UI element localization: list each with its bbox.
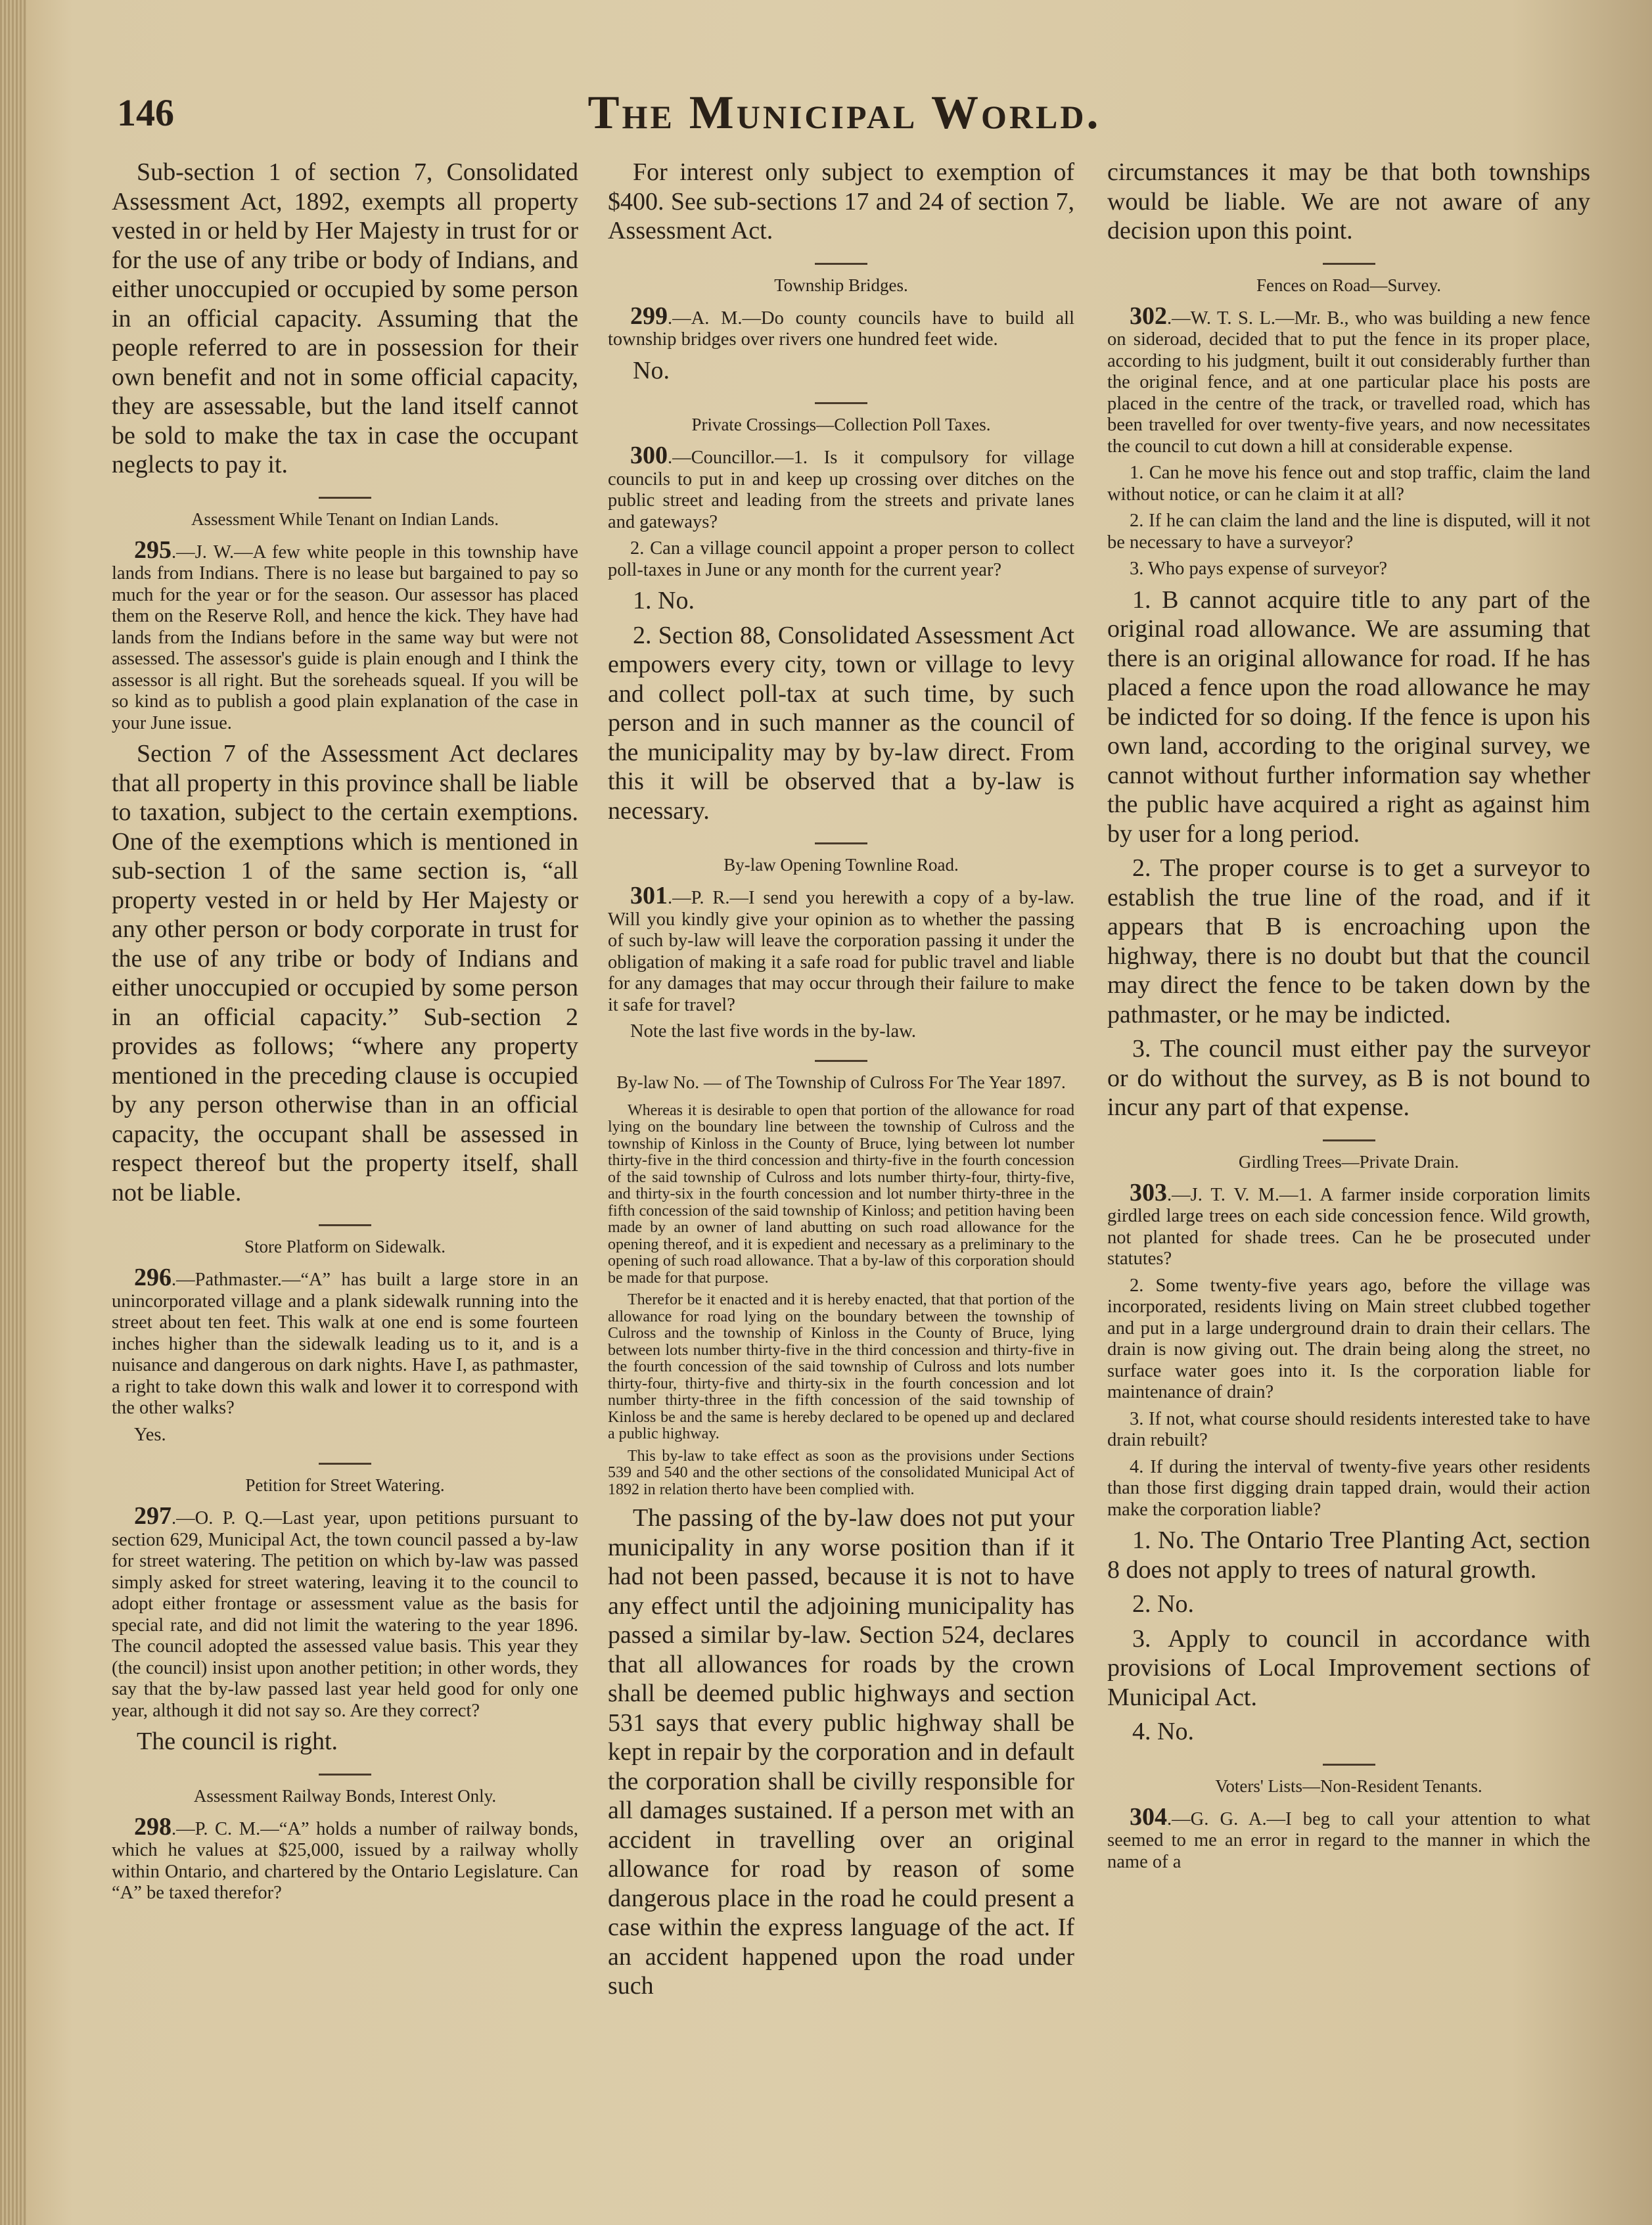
answer-paragraph: 3. The council must either pay the surveyor or do without the survey, as B is not bound to incur any part of that expense. bbox=[1107, 1035, 1590, 1121]
question-text: .—Pathmaster.—“A” has built a large store in an unincorporated village and a plank sidewalk running into the street about ten feet. This walk at one end is some fourteen inches higher than the sidewalk leading us to it, and is a nuisance and dangerous on dark nights. Have I, as pathmaster, a right to take down this walk and lower it to correspond with the other walks? bbox=[112, 1270, 578, 1418]
question-paragraph bbox=[608, 882, 1074, 1016]
question-paragraph: 2. Can a village council appoint a proper person to collect poll-taxes in June or any month for the current year? bbox=[608, 538, 1074, 580]
question-paragraph: 3. Who pays expense of surveyor? bbox=[1130, 559, 1388, 579]
question-paragraph: 4. If during the interval of twenty-five years other residents than those first digging drain tapped drain, would their action make the corporation liable? bbox=[1107, 1456, 1590, 1520]
question-paragraph bbox=[112, 536, 578, 735]
section-divider bbox=[1323, 1764, 1375, 1766]
question-text: .—W. T. S. L.—Mr. B., who was building a new fence on sideroad, decided that to put the fence in its proper place, according to his judgment, built it out considerably further than the original fence, and at one particular place his posts are placed in the centre of the track, or travelled road, which has been travelled for over twenty-five years, and now necessitates the council to cut down a hill at considerable expense. bbox=[1107, 308, 1590, 457]
section-heading: Voters' Lists—Non-Resident Tenants. bbox=[1215, 1776, 1482, 1796]
section-heading: Petition for Street Watering. bbox=[245, 1475, 445, 1495]
question-paragraph: Note the last five words in the by-law. bbox=[630, 1021, 917, 1042]
question-text: .—A. M.—Do county councils have to build all township bridges over rivers one hundred feet wide. bbox=[608, 308, 1074, 350]
section-divider bbox=[319, 497, 371, 499]
section-divider bbox=[1323, 263, 1375, 265]
question-paragraph bbox=[1107, 302, 1590, 458]
question-paragraph bbox=[608, 302, 1074, 351]
bylaw-text-paragraph: Therefor be it enacted and it is hereby enacted, that that portion of the allowance for road lying on the boundary between the township of Culross and the township of Kinloss in the County of Bruce, lying between lots number thirty-five in the third concession and thirty-five in the fourth concession of the said township of Culross and lots number thirty-four, thirty-five and thirty-six in the fourth concession and lot number thirty-three in the fifth concession of the said township of Kinloss be and the same is hereby declared to be opened up and declared a public highway. bbox=[608, 1291, 1074, 1442]
section-divider bbox=[1323, 1139, 1375, 1141]
question-text: .—Councillor.—1. Is it compulsory for village councils to put in and keep up crossing over ditches on the public street and leading from the streets and private lanes and gateways? bbox=[608, 447, 1074, 532]
question-paragraph bbox=[112, 1264, 578, 1419]
question-number: 303 bbox=[1130, 1178, 1167, 1206]
question-number: 296 bbox=[134, 1264, 172, 1291]
section-divider bbox=[319, 1774, 371, 1776]
section-heading: Assessment While Tenant on Indian Lands. bbox=[191, 509, 499, 529]
answer-paragraph: Section 7 of the Assessment Act declares that all property in this province shall be liable to taxation, subject to the certain exemptions. One of the exemptions which is mentioned in sub-section 1 of the same section is, “all property vested in or held by Her Majesty or any other person or body corporate in trust for the use of any tribe or body of Indians and either unoccupied or occupied by some person in an official capacity.” Sub-section 2 provides as follows; “where any property mentioned in the preceding clause is occupied by any person otherwise than in an official capacity, the occupant shall be assessed in respect thereof but the property itself, shall not be liable. bbox=[112, 740, 578, 1206]
bylaw-text-paragraph: Whereas it is desirable to open that portion of the allowance for road lying on the boundary line between the township of Culross and the township of Kinloss in the County of Bruce, lying between lot number thirty-five in the third concession and thirty-five in the fourth concession of the said township of Culross and lots number thirty-four, thirty-five, and thirty-six in the fourth concession and lot number thirty-three in the fifth concession of the said township of Kinloss; and petition having been made by an owner of land abutting on such road allowance for the opening thereof, and it is expedient and necessary as a preliminary to the opening of such road allowance. That a by-law of this corporation should be made for that purpose. bbox=[608, 1101, 1074, 1287]
question-number: 302 bbox=[1130, 302, 1167, 330]
section-heading: Girdling Trees—Private Drain. bbox=[1238, 1151, 1459, 1172]
question-text: .—P. C. M.—“A” holds a number of railway bonds, which he values at $25,000, issued by a railway wholly within Ontario, and chartered by the Ontario Legislature. Can “A” be taxed therefor? bbox=[112, 1818, 578, 1903]
question-paragraph: 1. Can he move his fence out and stop traffic, claim the land without notice, or can he claim it at all? bbox=[1107, 463, 1590, 505]
section-divider bbox=[815, 263, 867, 265]
question-text: .—O. P. Q.—Last year, upon petitions pursuant to section 629, Municipal Act, the town council passed a by-law for street watering. The petition on which by-law was passed simply asked for street watering, leaving it to the council to adopt either frontage or assessment value as the basis for special rate, and did not limit the watering to the year 1896. The council adopted the assessed value basis. This year they (the council) insist upon another petition; in other words, they say that the by-law passed last year held good for only one year, although it did not say so. Are they correct? bbox=[112, 1508, 578, 1721]
section-heading: By-law No. — of The Township of Culross For The Year 1897. bbox=[616, 1072, 1066, 1092]
answer-paragraph: 3. Apply to council in accordance with provisions of Local Improvement sections of Municipal Act. bbox=[1107, 1624, 1590, 1711]
bylaw-text-paragraph: This by-law to take effect as soon as the provisions under Sections 539 and 540 and the other sections of the consolidated Municipal Act of 1892 in relation therto have been complied with. bbox=[608, 1447, 1074, 1498]
question-paragraph: 2. If he can claim the land and the line is disputed, will it not be necessary to have a surveyor? bbox=[1107, 511, 1590, 553]
question-number: 301 bbox=[630, 882, 668, 909]
question-paragraph bbox=[112, 1812, 578, 1904]
question-number: 300 bbox=[630, 442, 668, 469]
question-paragraph bbox=[1107, 1802, 1590, 1873]
answer-paragraph: 1. No. The Ontario Tree Planting Act, section 8 does not apply to trees of natural growth. bbox=[1107, 1526, 1590, 1584]
section-heading: Township Bridges. bbox=[774, 275, 908, 295]
answer-paragraph: No. bbox=[633, 356, 670, 384]
page-header bbox=[99, 79, 1590, 151]
question-text: .—J. W.—A few white people in this township have lands from Indians. There is no lease but bargained to pay so much for the year or for the season. Our assessor has placed them on the Reserve Roll, and hence the kick. They have had lands from the Indians before in the same way but were not assessed. The assessor's guide is plain enough and I think the assessor is all right. But the soreheads squeal. If you will be so kind as to publish a good plain explanation of the case in your June issue. bbox=[112, 541, 578, 733]
section-heading: By-law Opening Townline Road. bbox=[723, 855, 959, 875]
question-number: 299 bbox=[630, 302, 668, 330]
section-divider bbox=[815, 842, 867, 844]
section-heading: Private Crossings—Collection Poll Taxes. bbox=[691, 415, 991, 434]
answer-paragraph: For interest only subject to exemption of $400. See sub-sections 17 and 24 of section 7, Assessment Act. bbox=[608, 158, 1074, 244]
question-number: 304 bbox=[1130, 1802, 1167, 1831]
question-number: 295 bbox=[134, 536, 172, 564]
answer-paragraph: Sub-section 1 of section 7, Consolidated Assessment Act, 1892, exempts all property vested in or held by Her Majesty in trust for or for the use of any tribe or body of Indians, and either unoccupied or occupied by some person in an official capacity. Assuming that the people referred to are in possession for their own benefit and not in some official capacity, they are assessable, but the land itself cannot be sold to make the tax in case the occupant neglects to pay it. bbox=[112, 158, 578, 478]
answer-paragraph: 4. No. bbox=[1132, 1718, 1194, 1745]
section-divider bbox=[319, 1224, 371, 1226]
column-right bbox=[1107, 158, 1590, 1878]
question-text: .—J. T. V. M.—1. A farmer inside corporation limits girdled large trees on each side concession fence. Wild growth, not planted for shade trees. Can he be prosecuted under statutes? bbox=[1107, 1184, 1590, 1269]
question-paragraph bbox=[1107, 1178, 1590, 1270]
page-number: 146 bbox=[117, 91, 174, 134]
question-paragraph: Yes. bbox=[134, 1424, 166, 1445]
question-paragraph: 2. Some twenty-five years ago, before the village was incorporated, residents living on Main street clubbed together and put in a large underground drain to drain their cellars. The drain is now giving out. The drain being along the street, no surface water goes into it. Is the corporation liable for maintenance of drain? bbox=[1107, 1275, 1590, 1402]
answer-paragraph: 1. B cannot acquire title to any part of the original road allowance. We are assuming that there is an original allowance for road. If he has placed a fence upon the road allowance he may be indicted for so doing. If the fence is upon his own land, according to the original survey, we cannot without further information say whether the public have acquired a right as against him by user for a long period. bbox=[1107, 585, 1590, 848]
question-number: 297 bbox=[134, 1502, 172, 1530]
question-paragraph bbox=[112, 1502, 578, 1722]
column-middle bbox=[608, 158, 1074, 2006]
section-heading: Fences on Road—Survey. bbox=[1256, 275, 1441, 295]
question-paragraph bbox=[608, 442, 1074, 533]
question-text: .—P. R.—I send you herewith a copy of a by-law. Will you kindly give your opinion as to whether the passing of such by-law will leave the corporation passing it under the obligation of making it a safe road for public travel and liable for any damages that may occur through their failure to make it safe for travel? bbox=[608, 888, 1074, 1015]
answer-paragraph: 2. Section 88, Consolidated Assessment Act empowers every city, town or village to levy and collect poll-tax at such time, by such person and in such manner as the council of the municipality may by by-law direct. From this it will be observed that a by-law is necessary. bbox=[608, 621, 1074, 825]
section-divider bbox=[319, 1463, 371, 1465]
masthead-title: The Municipal World. bbox=[587, 86, 1101, 139]
question-number: 298 bbox=[134, 1812, 172, 1841]
answer-paragraph: 1. No. bbox=[633, 587, 695, 614]
question-paragraph: 3. If not, what course should residents interested take to have drain rebuilt? bbox=[1107, 1408, 1590, 1450]
section-divider bbox=[815, 402, 867, 404]
question-text: .—G. G. A.—I beg to call your attention to what seemed to me an error in regard to the manner in which the name of a bbox=[1107, 1808, 1590, 1872]
answer-paragraph: The passing of the by-law does not put your municipality in any worse position than if it had not been passed, because it is not to have any effect until the adjoining municipality has passed a similar by-law. Section 524, declares that all allowances for roads by the crown shall be deemed public highways and section 531 says that every public highway shall be kept in repair by the corporation and in default the corporation shall be civilly responsible for all damages sustained. If a person met with an accident in travelling over an original allowance for road by reason of some dangerous place in the road he could present a case within the express language of the act. If an accident happened upon the road under such bbox=[608, 1504, 1074, 2000]
answer-paragraph: 2. No. bbox=[1132, 1590, 1194, 1618]
answer-paragraph: circumstances it may be that both townships would be liable. We are not aware of any decision upon this point. bbox=[1107, 158, 1590, 244]
column-left bbox=[112, 158, 578, 1910]
book-binding-edge bbox=[0, 0, 26, 2225]
answer-paragraph: 2. The proper course is to get a surveyor to establish the true line of the road, and if it appears that B is encroaching upon the highway, there is no doubt but that the council may direct the fence to be taken down by the pathmaster, or he may be indicted. bbox=[1107, 854, 1590, 1028]
answer-paragraph: The council is right. bbox=[137, 1728, 338, 1755]
section-heading: Assessment Railway Bonds, Interest Only. bbox=[193, 1785, 497, 1806]
section-divider bbox=[815, 1060, 867, 1062]
section-heading: Store Platform on Sidewalk. bbox=[244, 1237, 446, 1256]
